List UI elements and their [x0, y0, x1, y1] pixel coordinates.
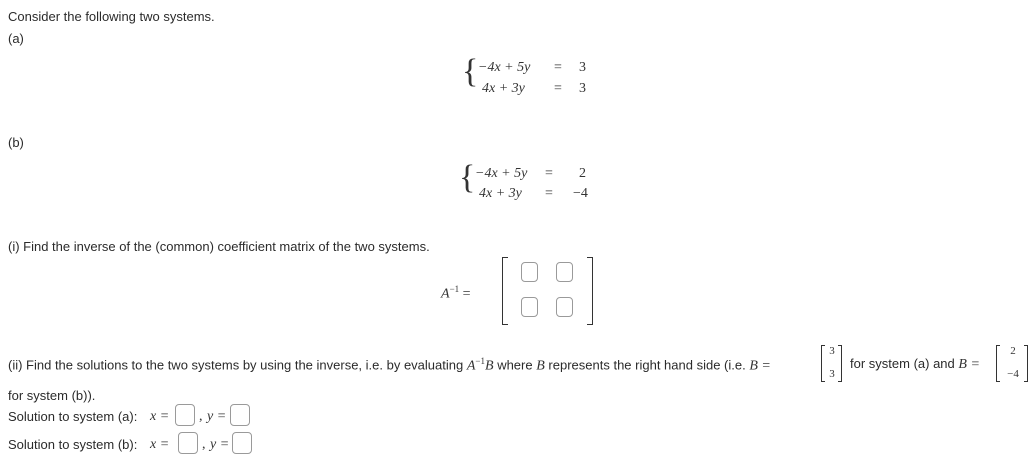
B-equals-b: B = — [958, 357, 980, 372]
matrix-right-bracket — [587, 257, 593, 325]
question-ii-line — [8, 356, 771, 374]
solution-a-comma: , — [199, 409, 203, 424]
vector-b-1: 2 — [1010, 345, 1016, 357]
system-b-eq1-rhs: 2 — [579, 166, 586, 181]
B-equals-a: B = — [749, 358, 771, 374]
system-a — [462, 53, 602, 100]
for-a-text: for system (a) and — [850, 356, 955, 371]
vec-a-left-bracket — [821, 345, 825, 382]
expr-sup: −1 — [475, 356, 485, 366]
inverse-equals: = — [462, 286, 471, 302]
question-i: (i) Find the inverse of the (common) coefficient matrix of the two systems. — [8, 239, 430, 254]
inverse-a21-input[interactable] — [521, 297, 538, 317]
system-a-eq1-equals: = — [554, 60, 562, 75]
system-a-eq2-lhs: 4x + 3y — [482, 81, 525, 96]
solution-b-x-label: x = — [150, 437, 170, 452]
intro-text: Consider the following two systems. — [8, 9, 215, 24]
question-ii-prefix: (ii) Find the solutions to the two systems by using the inverse, i.e. by evaluating — [8, 357, 464, 373]
part-a-label: (a) — [8, 31, 24, 46]
question-ii-for-b: for system (b)). — [8, 388, 96, 403]
system-b-eq2-rhs: −4 — [573, 186, 588, 201]
expr-A: A — [466, 358, 476, 374]
system-b-eq1-equals: = — [545, 166, 553, 181]
vector-a-2: 3 — [829, 368, 835, 380]
brace-b: { — [459, 159, 476, 196]
vector-a — [826, 346, 838, 379]
solution-b-y-input[interactable] — [232, 432, 252, 454]
vector-b — [1002, 346, 1024, 379]
system-b — [459, 159, 609, 206]
expr-B: B — [485, 358, 494, 374]
system-a-eq1-lhs: −4x + 5y — [478, 60, 531, 75]
question-ii-for-a — [850, 356, 980, 373]
system-b-eq2-equals: = — [545, 186, 553, 201]
solution-a-y-label: y = — [207, 409, 227, 424]
inverse-base: A — [441, 286, 450, 302]
solution-a-y-input[interactable] — [230, 404, 250, 426]
B-symbol: B — [536, 358, 545, 374]
system-a-eq2-equals: = — [554, 81, 562, 96]
vector-a-1: 3 — [829, 345, 835, 357]
vector-b-2: −4 — [1007, 368, 1019, 380]
system-b-eq1-lhs: −4x + 5y — [475, 166, 528, 181]
vec-b-left-bracket — [996, 345, 1000, 382]
solution-a-label: Solution to system (a): — [8, 409, 138, 424]
solution-b-x-input[interactable] — [178, 432, 198, 454]
system-a-eq2-rhs: 3 — [579, 81, 586, 96]
system-b-eq2-lhs: 4x + 3y — [479, 186, 522, 201]
system-a-eq1-rhs: 3 — [579, 60, 586, 75]
inverse-sup: −1 — [449, 284, 460, 294]
vec-b-right-bracket — [1024, 345, 1028, 382]
matrix-left-bracket — [502, 257, 508, 325]
inverse-label — [441, 284, 471, 303]
question-ii-where: where — [497, 357, 533, 373]
solution-b-comma: , — [202, 437, 206, 452]
inverse-a12-input[interactable] — [556, 262, 573, 282]
inverse-a11-input[interactable] — [521, 262, 538, 282]
vec-a-right-bracket — [838, 345, 842, 382]
brace-a: { — [462, 53, 479, 90]
solution-b-label: Solution to system (b): — [8, 437, 138, 452]
question-ii-mid2: represents the right hand side (i.e. — [548, 357, 746, 373]
solution-b-y-label: y = — [210, 437, 230, 452]
solution-a-x-label: x = — [150, 409, 170, 424]
inverse-a22-input[interactable] — [556, 297, 573, 317]
part-b-label: (b) — [8, 135, 24, 150]
solution-a-x-input[interactable] — [175, 404, 195, 426]
